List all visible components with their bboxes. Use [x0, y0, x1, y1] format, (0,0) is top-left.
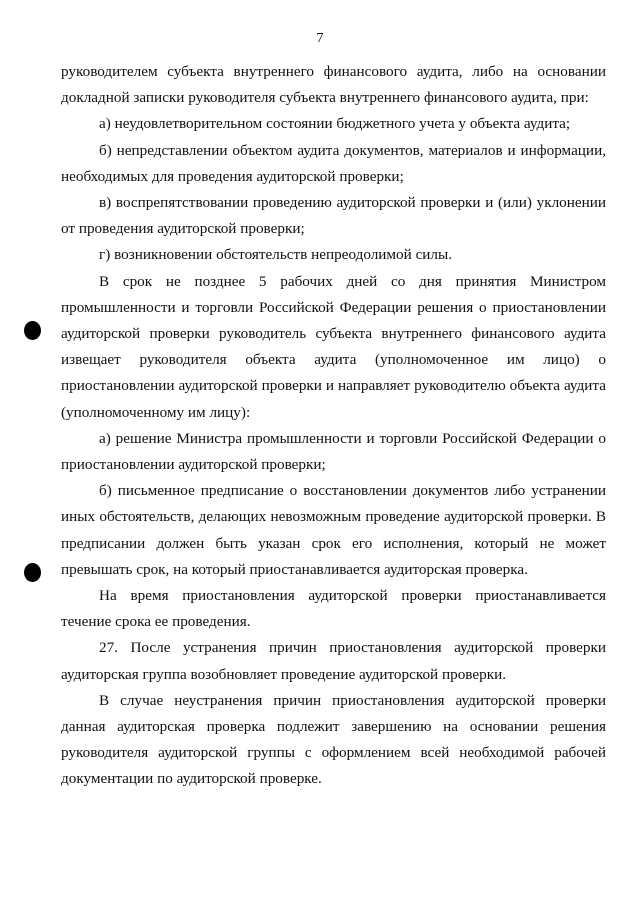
- paragraph-item-g: г) возникновении обстоятельств непреодолимой силы.: [99, 246, 453, 264]
- paragraph-continuation: руководителем субъекта внутреннего финансового аудита, либо на основании докладной записки руководителя субъекта внутреннего финансового аудита, при:: [61, 63, 606, 107]
- paragraph-clause-27: 27. После устранения причин приостановления аудиторской проверки аудиторская группа возобновляет проведение аудиторской проверки.: [61, 639, 606, 683]
- page-number: 7: [316, 31, 324, 46]
- paragraph-suspension-term: На время приостановления аудиторской проверки приостанавливается течение срока ее проведения.: [61, 587, 606, 631]
- paragraph-completion: В случае неустранения причин приостановления аудиторской проверки данная аудиторская проверка подлежит завершению на основании решения руководителя аудиторской группы с оформлением всей необходимой рабочей документации по аудиторской проверке.: [61, 691, 606, 788]
- paragraph-item-v: в) воспрепятствовании проведению аудиторской проверки и (или) уклонении от проведения аудиторской проверки;: [61, 194, 606, 238]
- paragraph-notification: В срок не позднее 5 рабочих дней со дня принятия Министром промышленности и торговли Российской Федерации решения о приостановлении аудиторской проверки руководитель субъекта внутреннего финансового аудита извещает руководителя объекта аудита (уполномоченное им лицо) о приостановлении аудиторской проверки и направляет руководителю объекта аудита (уполномоченному им лицу):: [61, 272, 606, 421]
- paragraph-item-b: б) непредставлении объектом аудита документов, материалов и информации, необходимых для проведения аудиторской проверки;: [61, 141, 606, 185]
- punch-hole-mark: [24, 563, 41, 582]
- document-body: [61, 59, 606, 793]
- paragraph-item-a: а) неудовлетворительном состоянии бюджетного учета у объекта аудита;: [99, 115, 571, 133]
- paragraph-decision: а) решение Министра промышленности и торговли Российской Федерации о приостановлении аудиторской проверки;: [61, 429, 606, 474]
- punch-hole-mark: [24, 321, 41, 340]
- paragraph-prescription: б) письменное предписание о восстановлении документов либо устранении иных обстоятельств, делающих невозможным проведение аудиторской проверки. В предписании должен быть указан срок его исполнения, который не может превышать срок, на который приостанавливается аудиторская проверка.: [61, 482, 606, 578]
